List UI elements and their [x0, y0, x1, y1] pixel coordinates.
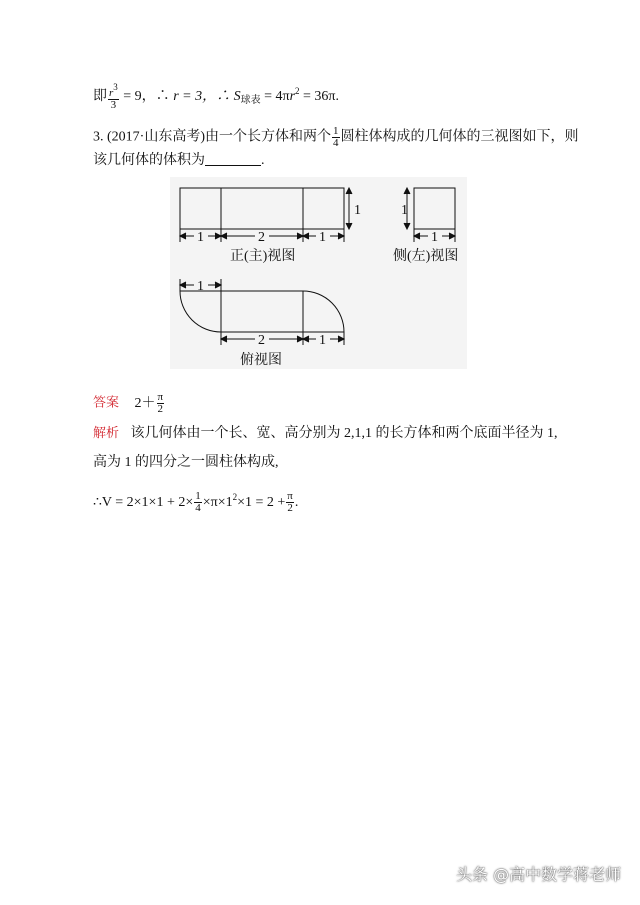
dim-label: 1 [431, 230, 438, 245]
dim-label: 1 [197, 279, 204, 294]
analysis-line-2: 高为 1 的四分之一圆柱体构成, [93, 455, 279, 470]
fraction: $\frac{1}{4}$ [195, 490, 201, 515]
side-view-label: 侧(左)视图 [393, 249, 459, 264]
fraction: $\frac{1}{4}$ [333, 125, 339, 149]
answer-label: 答案 [93, 395, 120, 411]
analysis-label: 解析 [93, 426, 120, 441]
dim-label: 1 [319, 230, 326, 245]
dim-label: 1 [319, 333, 326, 348]
answer-line [93, 392, 165, 415]
fraction: $\frac{\pi}{2}$ [287, 490, 293, 515]
top-view-label: 俯视图 [240, 353, 282, 368]
watermark: 头条 @高中数学蒋老师 [456, 865, 622, 884]
dim-label: 1 [197, 230, 204, 245]
ji-text: 即 [93, 89, 107, 104]
dim-label: 1 [354, 203, 361, 218]
dim-label: 2 [258, 230, 265, 245]
answer-value: 2＋ [134, 395, 156, 411]
fraction: $\frac{r^3}{3}$ [109, 82, 118, 112]
analysis-formula: ∴V = 2×1×1 + 2× $\frac{1}{4}$ $\times\pi\times 1^2\times 1 = 2$ + $\frac{\pi}{2}$ . [93, 490, 299, 515]
fraction: $\frac{\pi}{2}$ [157, 391, 164, 415]
front-view [180, 188, 352, 242]
dim-label: 1 [401, 203, 408, 218]
question-line-2: 该几何体的体积为 . [93, 153, 265, 168]
question-source: 山东高考 [144, 129, 201, 145]
analysis-line-1: 解析 该几何体由一个长、宽、高分别为 2,1,1 的长方体和两个底面半径为 1, [93, 426, 558, 441]
question-line-1: 3. (2017·山东高考)由一个长方体和两个 $\frac{1}{4}$ 圆柱体构成的几何体的三视图如下，则 [93, 125, 579, 149]
equation-line: 即 $\frac{r^3}{3}$ = 9，∴ r = 3，∴ $S_{球表} = 4\pi r^2 = 36\pi$. [93, 82, 339, 112]
front-view-label: 正(主)视图 [230, 249, 296, 264]
side-view [404, 188, 455, 242]
dim-label: 2 [258, 333, 265, 348]
question-number: 3. [93, 129, 104, 145]
